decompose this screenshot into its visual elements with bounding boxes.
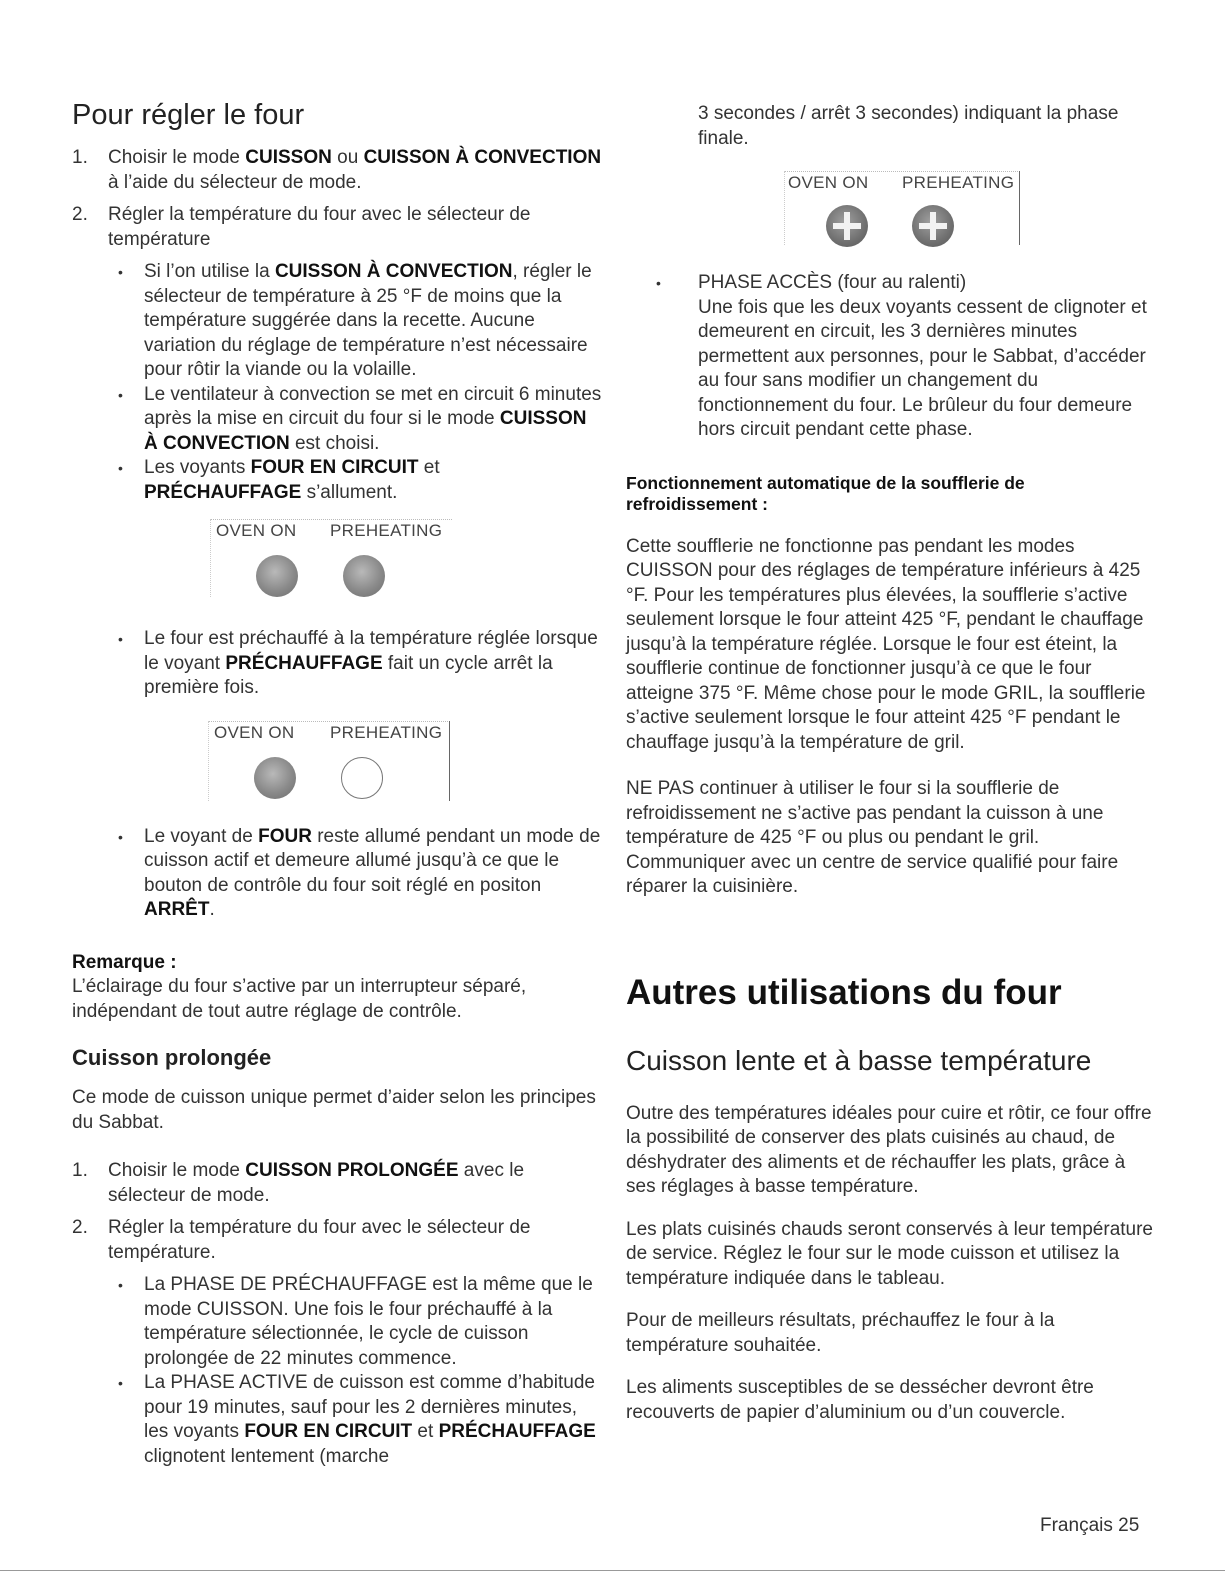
step-1: 1. Choisir le mode CUISSON ou CUISSON À CONVECTION à l’aide du sélecteur de mode.: [72, 147, 602, 193]
bullet-four: • Le voyant de FOUR reste allumé pendant un mode de cuisson actif et demeure allumé jusqu’à ce que le bouton de contrôle du four soit réglé en positon ARRÊT.: [118, 825, 601, 920]
bottom-rule: [0, 1570, 1225, 1571]
prolongee-intro: Ce mode de cuisson unique permet d’aider selon les principes du Sabbat.: [72, 1087, 596, 1133]
cuisson-lente-p1: Outre des températures idéales pour cuire et rôtir, ce four offre la possibilité de conserver des plats cuisinés au chaud, de déshydrater des aliments et de réchauffer les plats, grâce à ses réglages à basse température.: [626, 1102, 1152, 1197]
bullet-ventilateur: • Le ventilateur à convection se met en circuit 6 minutes après la mise en circuit du four si le mode CUISSON À CONVECTION est choisi.: [118, 383, 602, 454]
right-column: [626, 102, 1156, 1425]
indicator-panel-both-on: [210, 519, 452, 597]
bullet-voyants: • Les voyants FOUR EN CIRCUIT et PRÉCHAUFFAGE s’allument.: [118, 457, 440, 503]
preheating-label: PREHEATING: [902, 173, 1015, 192]
left-column: [72, 98, 602, 1469]
auto-fan-text-2: NE PAS continuer à utiliser le four si la soufflerie de refroidissement ne s’active pas pendant la cuisson à une température de 425 °F ou plus ou pendant le gril. Communiquer avec un centre de service qualifié pour faire réparer la cuisinière.: [626, 778, 1119, 897]
remarque-title: Remarque :: [72, 951, 177, 973]
bullet-phase-acces: • PHASE ACCÈS (four au ralenti) Une fois que les deux voyants cessent de clignoter et demeurent en circuit, les 3 dernières minutes permettent aux personnes, pour le Sabbat, d’accéder au four sans modifier un changement du fonctionnement du four. Le brûleur du four demeure hors circuit pendant cette phase.: [656, 272, 1147, 440]
auto-fan-text-1: Cette soufflerie ne fonctionne pas pendant les modes CUISSON pour des réglages de température inférieurs à 425 °F. Pour les températures plus élevées, la soufflerie s’active seulement lorsque le four atteint 425 °F, pendant le chauffage jusqu’à la température réglée. Lorsque le four est éteint, la soufflerie continue de fonctionner jusqu’à ce que le four atteigne 375 °F. Même chose pour le mode GRIL, la soufflerie s’active seulement lorsque le four atteint 425 °F pendant le chauffage jusqu’à la température de gril.: [626, 535, 1146, 753]
oven-on-blinking-icon: [826, 205, 868, 247]
remarque-text: L’éclairage du four s’active par un interrupteur séparé, indépendant de tout autre réglage de contrôle.: [72, 976, 527, 1022]
indicator-panel-blinking: [784, 171, 1020, 245]
oven-on-label: OVEN ON: [788, 173, 869, 192]
oven-on-light-icon: [256, 555, 298, 597]
oven-on-label: OVEN ON: [214, 722, 295, 742]
section-title-prolongee: Cuisson prolongée: [72, 1045, 272, 1070]
indicator-panel-preheat-off: [208, 721, 450, 801]
bullet-phase-active: • La PHASE ACTIVE de cuisson est comme d’habitude pour 19 minutes, sauf pour les 2 dernières minutes, les voyants FOUR EN CIRCUIT et PRÉCHAUFFAGE clignotent lentement (marche: [118, 1372, 596, 1467]
bullet-convection: • Si l’on utilise la CUISSON À CONVECTION, régler le sélecteur de température à 25 °F de moins que la température suggérée dans la recette. Aucune variation du réglage de température n’est nécessaire pour rôtir la viande ou la volaille.: [118, 261, 592, 380]
page-number: Français 25: [1040, 1515, 1140, 1536]
cuisson-lente-p4: Les aliments susceptibles de se dessécher devront être recouverts de papier d’aluminium ou d’un couvercle.: [626, 1377, 1094, 1423]
cuisson-lente-p3: Pour de meilleurs résultats, préchauffez le four à la température souhaitée.: [626, 1310, 1055, 1356]
preheating-label: PREHEATING: [330, 722, 443, 742]
remarque: [72, 951, 602, 1025]
section-title-autres: Autres utilisations du four: [626, 972, 1062, 1012]
section-title-cuisson-lente: Cuisson lente et à basse température: [626, 1044, 1092, 1076]
preheating-light-off-icon: [341, 757, 383, 799]
cuisson-lente-p2: Les plats cuisinés chauds seront conservés à leur température de service. Réglez le four sur le mode cuisson et utilisez la température indiquée dans le tableau.: [626, 1218, 1153, 1289]
step-2: 2. Régler la température du four avec le sélecteur de température: [72, 204, 531, 250]
oven-on-label: OVEN ON: [216, 521, 297, 540]
bullet-prechauffe: • Le four est préchauffé à la température réglée lorsque le voyant PRÉCHAUFFAGE fait un cycle arrêt la première fois.: [118, 628, 598, 698]
oven-on-light-icon: [254, 757, 296, 799]
continued-text: 3 secondes / arrêt 3 secondes) indiquant la phase finale.: [698, 103, 1119, 149]
bullet-phase-prechauffage: • La PHASE DE PRÉCHAUFFAGE est la même que le mode CUISSON. Une fois le four préchauffé à la température sélectionnée, le cycle de cuisson prolongée de 22 minutes commence.: [118, 1274, 593, 1369]
preheating-label: PREHEATING: [330, 521, 443, 540]
section-title-regler: Pour régler le four: [72, 99, 305, 131]
auto-fan-title: Fonctionnement automatique de la soufflerie de refroidissement :: [626, 472, 1025, 514]
prolongee-step-1: 1. Choisir le mode CUISSON PROLONGÉE avec le sélecteur de mode.: [72, 1160, 525, 1206]
preheating-blinking-icon: [912, 205, 954, 247]
prolongee-step-2: 2. Régler la température du four avec le sélecteur de température.: [72, 1217, 531, 1263]
preheating-light-icon: [343, 555, 385, 597]
